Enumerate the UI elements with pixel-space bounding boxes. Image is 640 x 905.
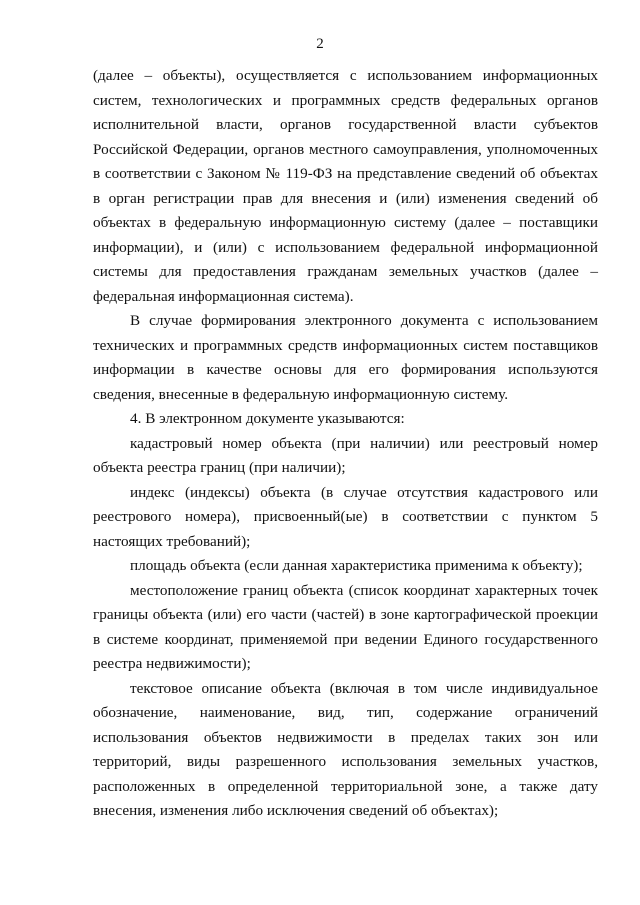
paragraph-object-index: индекс (индексы) объекта (в случае отсутствия кадастрового или реестрового номера), присвоенный(ые) в соответствии с пунктом 5 настоящих требований); (93, 483, 598, 550)
document-body (93, 64, 598, 824)
paragraph-object-area: площадь объекта (если данная характеристика применима к объекту); (130, 557, 583, 574)
paragraph-cadastral-number: кадастровый номер объекта (при наличии) или реестровый номер объекта реестра границ (при наличии); (93, 434, 598, 476)
paragraph-text-description: текстовое описание объекта (включая в том числе индивидуальное обозначение, наименование, вид, тип, содержание ограничений использования объектов недвижимости в пределах таких зон или территорий, виды разрешенного использования земельных участков, расположенных в определенной территориальной зоне, а также дату внесения, изменения либо исключения сведений об объектах); (93, 679, 598, 819)
page-number: 2 (316, 36, 324, 52)
paragraph-continuation: (далее – объекты), осуществляется с использованием информационных систем, технологических и программных средств федеральных органов исполнительной власти, органов государственной власти субъектов Российской Федерации, органов местного самоуправления, уполномоченных в соответствии с Законом № 119-ФЗ на представление сведений об объектах в орган регистрации прав для внесения и (или) изменения сведений об объектах в федеральную информационную систему (далее – поставщики информации), и (или) с использованием федеральной информационной системы для предоставления гражданам земельных участков (далее – федеральная информационная система). (93, 67, 598, 305)
paragraph-section-4-heading: 4. В электронном документе указываются: (130, 410, 405, 427)
paragraph-boundary-location: местоположение границ объекта (список координат характерных точек границы объекта (или) его части (частей) в зоне картографической проекции в системе координат, применяемой при ведении Единого государственного реестра недвижимости); (93, 581, 598, 672)
paragraph-electronic-document-case: В случае формирования электронного документа с использованием технических и программных средств информационных систем поставщиков информации в качестве основы для его формирования используются сведения, внесенные в федеральную информационную систему. (93, 312, 598, 403)
